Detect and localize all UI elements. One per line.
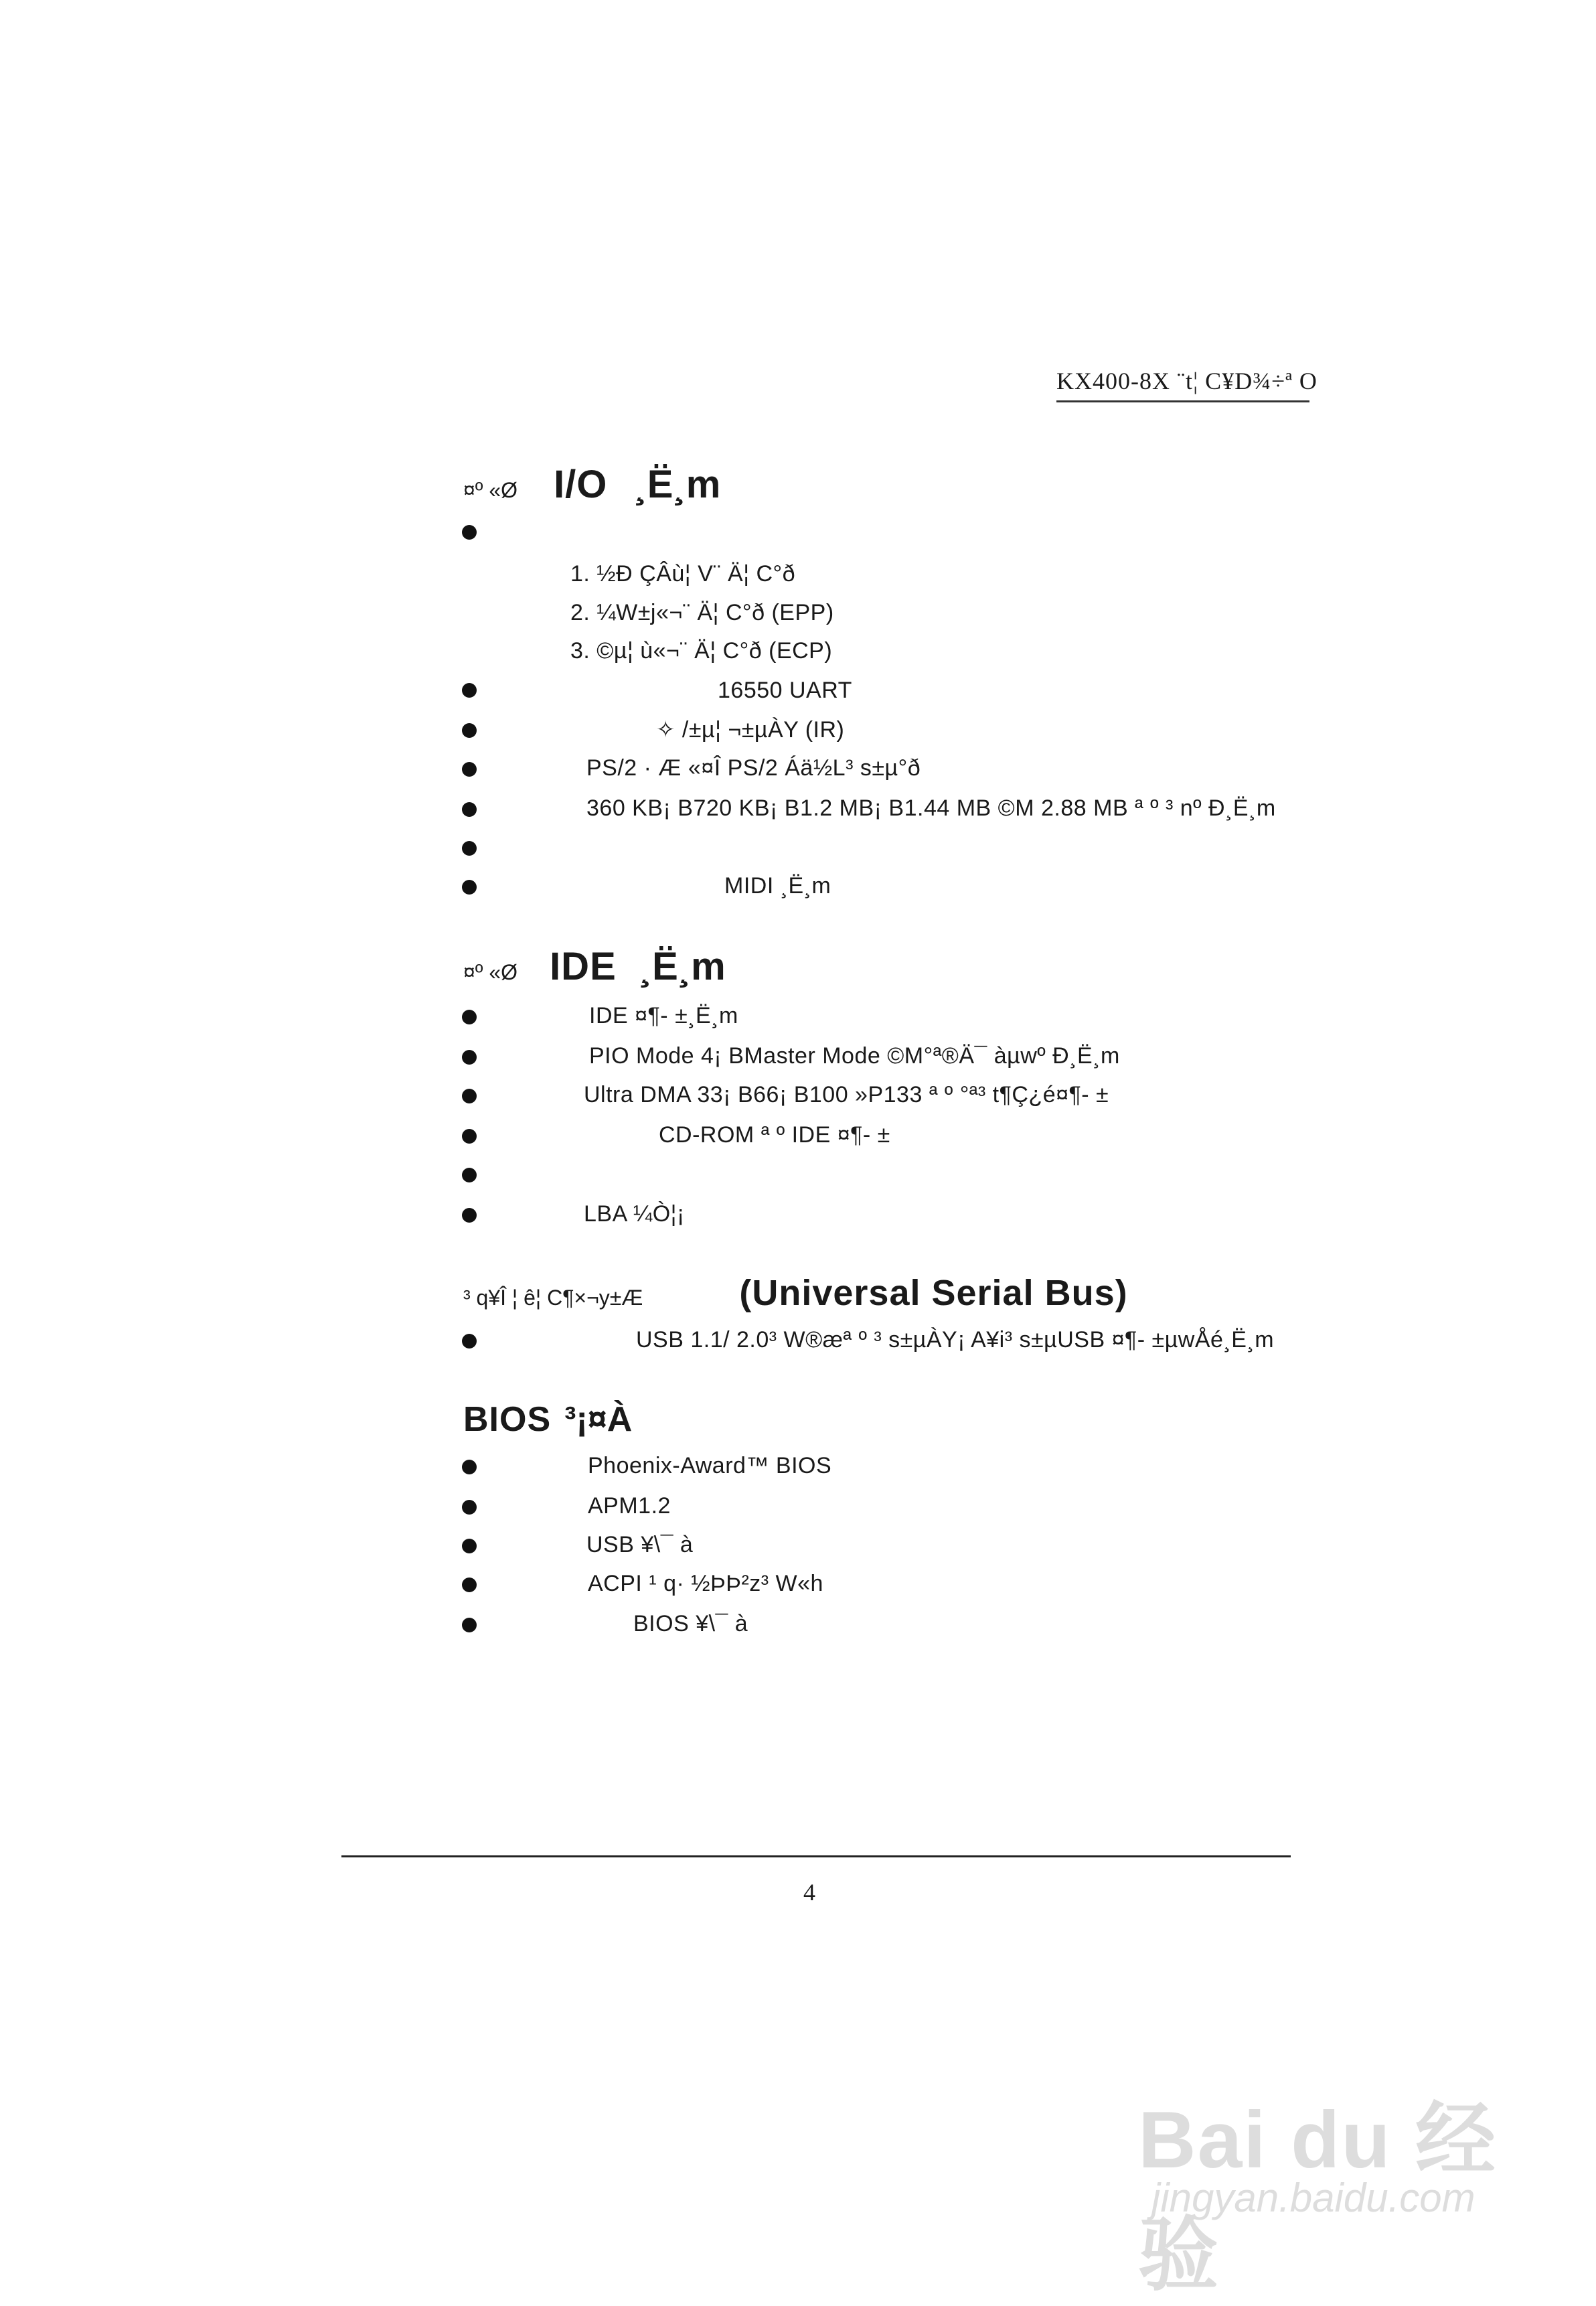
bullet-icon (462, 1168, 477, 1182)
list-item: Ultra DMA 33¡ B66¡ B100 »P133 ª º °ª³ t¶Ç¿é¤¶- ± (584, 1082, 1109, 1107)
section-title: IDE (550, 945, 617, 988)
section-prefix: ³ q¥Î ¦ ê¦ C¶×¬y±Æ (463, 1286, 643, 1310)
list-item: PIO Mode 4¡ BMaster Mode ©M°ª®Ä¯ àµwº Ð¸Ë¸m (589, 1043, 1120, 1069)
list-item: USB ¥\¯ à (586, 1532, 694, 1557)
bullet-icon (462, 1208, 477, 1223)
bullet-icon (462, 1129, 477, 1144)
list-item: APM1.2 (588, 1493, 671, 1519)
bullet-icon (462, 1539, 477, 1553)
bullet-icon (462, 723, 477, 738)
bullet-icon (462, 1089, 477, 1103)
list-item: LBA ¼Ò¦¡ (584, 1201, 685, 1227)
section-heading-usb (463, 1272, 1128, 1314)
list-item: 16550 UART (718, 678, 852, 703)
section-title: BIOS (463, 1400, 552, 1439)
section-title-tail: ¸Ë¸m (639, 945, 726, 988)
bullet-icon (462, 1460, 477, 1474)
watermark-url: jingyan.baidu.com (1151, 2175, 1475, 2220)
bullet-icon (462, 1050, 477, 1065)
list-item: CD-ROM ª º IDE ¤¶- ± (659, 1122, 890, 1148)
bullet-icon (462, 1618, 477, 1632)
section-title-tail: ¸Ë¸m (634, 463, 721, 506)
section-heading-io (463, 462, 720, 507)
footer-rule (341, 1855, 1291, 1857)
list-item: 360 KB¡ B720 KB¡ B1.2 MB¡ B1.44 MB ©M 2.88 MB ª º ³ nº Ð¸Ë¸m (586, 795, 1276, 821)
document-header-title: KX400-8X ¨t¦ C¥D¾÷ª O (1056, 368, 1318, 394)
section-heading-bios (463, 1399, 632, 1440)
bullet-icon (462, 802, 477, 817)
header-rule (1056, 400, 1309, 402)
list-item: ✧ /±µ¦ ¬±µÀY (IR) (656, 717, 845, 743)
section-prefix: ¤º «Ø (463, 478, 518, 502)
section-title: I/O (554, 463, 608, 506)
bullet-icon (462, 683, 477, 698)
section-title-tail: ³¡¤À (564, 1400, 633, 1439)
baidu-watermark (1125, 2069, 1520, 2300)
bullet-icon (462, 841, 477, 856)
list-item: ACPI ¹ q· ½ÞÞ²z³ W«h (588, 1571, 823, 1596)
list-item: USB 1.1/ 2.0³ W®æª º ³ s±µÀY¡ A¥i³ s±µUSB ¤¶- ±µwÅé¸Ë¸m (636, 1327, 1275, 1353)
bullet-icon (462, 525, 477, 540)
list-item-numbered: 1. ½Ð ÇÂù¦ V¨ Ä¦ C°ð (570, 561, 796, 587)
list-item: MIDI ¸Ë¸m (724, 873, 831, 899)
list-item: PS/2 · Æ «¤Î PS/2 Áä½L³ s±µ°ð (586, 755, 921, 781)
list-item: Phoenix-Award™ BIOS (588, 1453, 832, 1478)
bullet-icon (462, 1500, 477, 1515)
section-prefix: ¤º «Ø (463, 960, 518, 984)
watermark-brand: Bai du 经验 (1138, 2095, 1498, 2300)
section-heading-ide (463, 944, 726, 989)
page-number: 4 (803, 1879, 815, 1906)
list-item-numbered: 2. ¼W±j«¬¨ Ä¦ C°ð (EPP) (570, 600, 834, 625)
bullet-icon (462, 1334, 477, 1349)
bullet-icon (462, 1578, 477, 1592)
section-title: (Universal Serial Bus) (739, 1273, 1128, 1313)
list-item: BIOS ¥\¯ à (633, 1611, 748, 1636)
bullet-icon (462, 1010, 477, 1024)
list-item-numbered: 3. ©µ¦ ù«¬¨ Ä¦ C°ð (ECP) (570, 638, 833, 664)
bullet-icon (462, 762, 477, 777)
list-item: IDE ¤¶- ±¸Ë¸m (589, 1003, 738, 1028)
bullet-icon (462, 880, 477, 895)
